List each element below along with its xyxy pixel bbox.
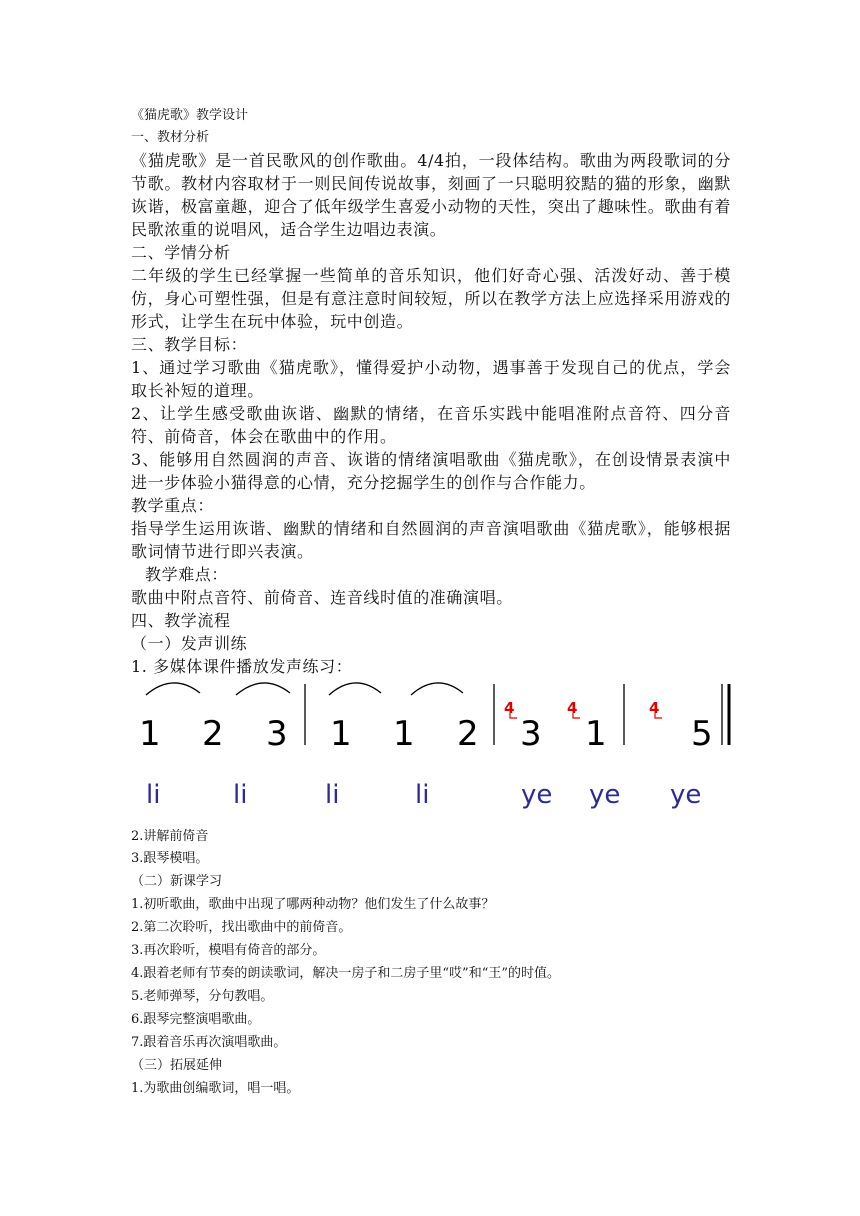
note: 3 (266, 714, 288, 754)
part-2-item-1: 1.初听歌曲，歌曲中出现了哪两种动物？他们发生了什么故事？ (131, 897, 495, 912)
lyric: ye (521, 780, 553, 810)
grace-hook (655, 713, 662, 718)
part-2-item-4: 4.跟着老师有节奏的朗读歌词，解决一房子和二房子里“哎”和“王”的时值。 (131, 966, 560, 981)
section-3-heading: 三、教学目标： (131, 335, 248, 354)
focus-body: 指导学生运用诙谐、幽默的情绪和自然圆润的声音演唱歌曲《猫虎歌》，能够根据歌词情节进行即兴表演。 (131, 519, 731, 561)
note: 1 (585, 714, 607, 754)
part-2-item-5: 5.老师弹琴，分句教唱。 (131, 989, 274, 1004)
lyric: li (325, 780, 340, 810)
part-3-item-1: 1.为歌曲创编歌词，唱一唱。 (131, 1081, 300, 1096)
goal-2: 2、让学生感受歌曲诙谐、幽默的情绪，在音乐实践中能唱准附点音符、四分音符、前倚音，体会在歌曲中的作用。 (131, 404, 731, 446)
note: 2 (202, 714, 224, 754)
document-title: 《猫虎歌》教学设计 (131, 108, 249, 123)
section-4-heading: 四、教学流程 (131, 611, 231, 630)
section-1-body: 《猫虎歌》是一首民歌风的创作歌曲。4/4拍，一段体结构。歌曲为两段歌词的分节歌。教材内容取材于一则民间传说故事，刻画了一只聪明狡黠的猫的形象，幽默诙谐，极富童趣，迎合了低年级学生喜爱小动物的天性，突出了趣味性。歌曲有着民歌浓重的说唱风，适合学生边唱边表演。 (131, 151, 731, 239)
note: 1 (393, 714, 415, 754)
difficulty-heading: 教学难点： (145, 565, 229, 584)
part-2-item-6: 6.跟琴完整演唱歌曲。 (131, 1012, 261, 1027)
note: 5 (691, 714, 713, 754)
part-3-heading: （三）拓展延伸 (131, 1058, 223, 1073)
goal-1: 1、通过学习歌曲《猫虎歌》，懂得爱护小动物，遇事善于发现自己的优点，学会取长补短的道理。 (131, 358, 731, 400)
goal-3: 3、能够用自然圆润的声音、诙谐的情绪演唱歌曲《猫虎歌》，在创设情景表演中进一步体验小猫得意的心情，充分挖掘学生的创作与合作能力。 (131, 450, 731, 492)
slur-arc (411, 683, 463, 695)
grace-note: 4 (567, 699, 578, 717)
part-2-item-7: 7.跟着音乐再次演唱歌曲。 (131, 1035, 287, 1050)
part-1-heading: （一）发声训练 (131, 634, 248, 653)
part-1-item-2: 2.讲解前倚音 (131, 829, 209, 844)
grace-hook (510, 713, 517, 718)
note: 1 (139, 714, 161, 754)
note: 3 (520, 714, 542, 754)
focus-heading: 教学重点： (131, 496, 215, 515)
lyric: li (146, 780, 161, 810)
slur-arc (146, 683, 200, 695)
section-1-heading: 一、教材分析 (131, 130, 210, 145)
part-2-item-2: 2.第二次聆听，找出歌曲中的前倚音。 (131, 920, 352, 935)
part-1-item-3: 3.跟琴模唱。 (131, 851, 209, 866)
grace-note: 4 (649, 699, 660, 717)
note: 1 (330, 714, 352, 754)
lyric: li (415, 780, 430, 810)
difficulty-body: 歌曲中附点音符、前倚音、连音线时值的准确演唱。 (131, 588, 513, 607)
grace-note: 4 (504, 699, 515, 717)
section-2-heading: 二、学情分析 (131, 243, 231, 262)
lyric: ye (670, 780, 702, 810)
lyric: ye (589, 780, 621, 810)
slur-arc (329, 683, 381, 695)
section-2-body: 二年级的学生已经掌握一些简单的音乐知识，他们好奇心强、活泼好动、善于模仿，身心可塑性强，但是有意注意时间较短，所以在教学方法上应选择采用游戏的形式，让学生在玩中体验，玩中创造。 (131, 266, 731, 331)
note: 2 (457, 714, 479, 754)
part-2-item-3: 3.再次聆听，模唱有倚音的部分。 (131, 943, 326, 958)
grace-hook (573, 713, 580, 718)
slur-arc (236, 683, 290, 695)
part-2-heading: （二）新课学习 (131, 874, 223, 889)
part-1-item-1: 1. 多媒体课件播放发声练习： (131, 657, 353, 676)
lyric: li (233, 780, 248, 810)
